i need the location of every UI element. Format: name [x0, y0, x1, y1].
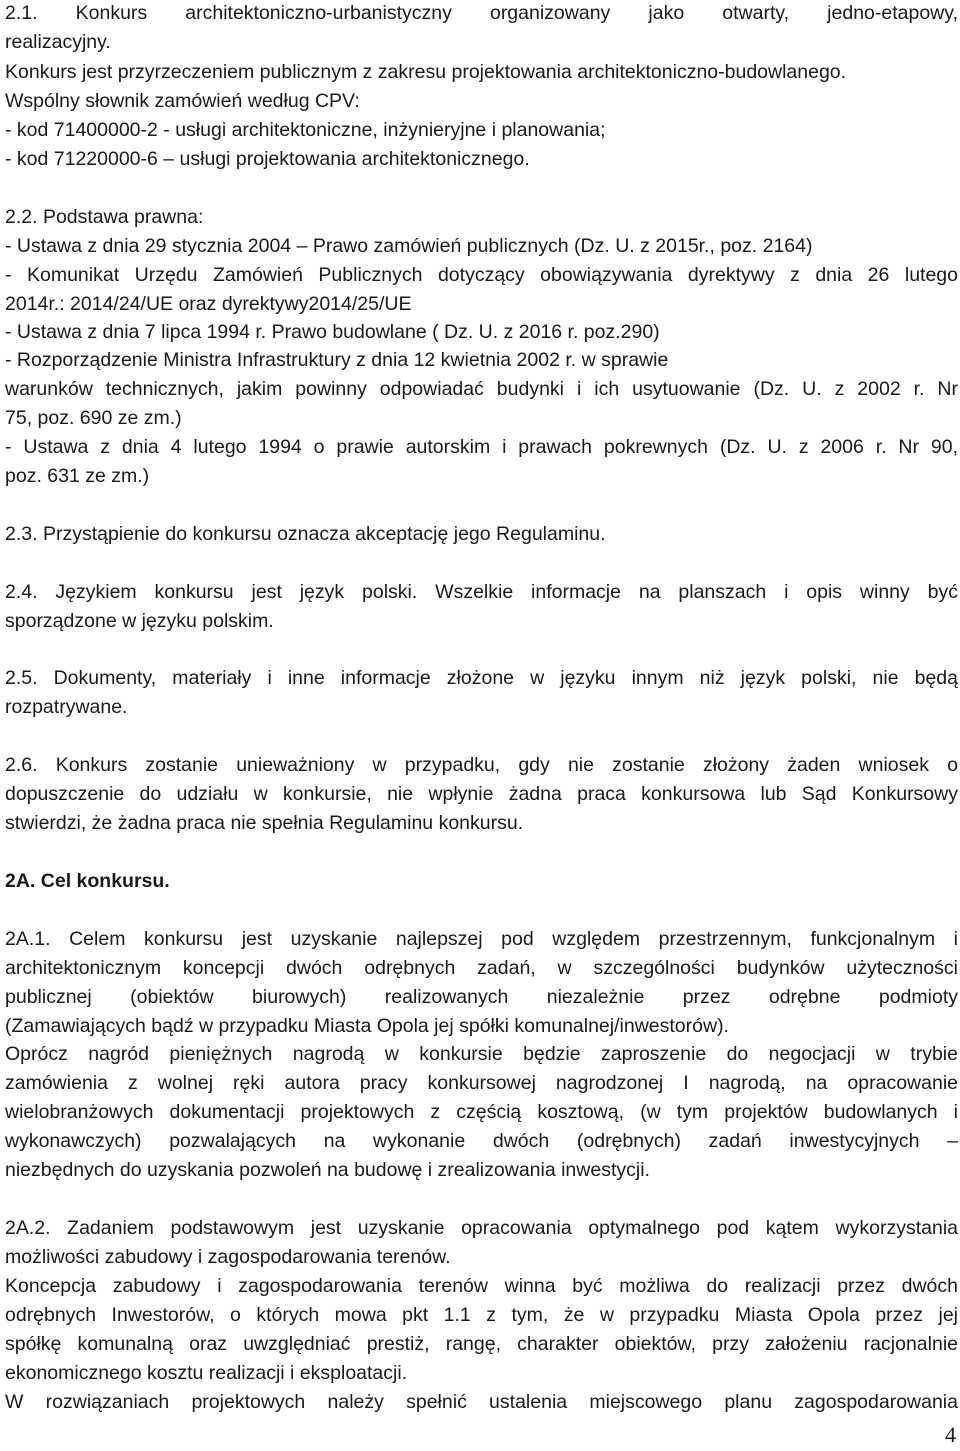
text-line: Koncepcja zabudowy i zagospodarowania terenów winna być możliwa do realizacji przez dwóch	[5, 1275, 958, 1297]
text-line: 2.4. Językiem konkursu jest język polski. Wszelkie informacje na planszach i opis winny być	[5, 581, 958, 603]
text-line: (Zamawiających bądź w przypadku Miasta Opola jej spółki komunalnej/inwestorów).	[5, 1015, 729, 1037]
text-line: W rozwiązaniach projektowych należy spełnić ustalenia miejscowego planu zagospodarowania	[5, 1391, 958, 1413]
text-line: - Komunikat Urzędu Zamówień Publicznych dotyczący obowiązywania dyrektywy z dnia 26 lutego	[5, 264, 958, 286]
text-line: Konkurs jest przyrzeczeniem publicznym z zakresu projektowania architektoniczno-budowlanego.	[5, 61, 847, 83]
text-line: 2.5. Dokumenty, materiały i inne informacje złożone w języku innym niż język polski, nie będą	[5, 667, 958, 689]
section-heading: 2.2. Podstawa prawna:	[5, 206, 204, 228]
text-line: architektonicznym koncepcji dwóch odrębnych zadań, w szczególności budynków użyteczności	[5, 957, 958, 979]
section-heading: 2A. Cel konkursu.	[5, 870, 170, 892]
text-line: niezbędnych do uzyskania pozwoleń na budowę i zrealizowania inwestycji.	[5, 1159, 650, 1181]
text-line: - kod 71220000-6 – usługi projektowania architektonicznego.	[5, 148, 530, 170]
text-line: 75, poz. 690 ze zm.)	[5, 407, 182, 429]
text-line: - Ustawa z dnia 7 lipca 1994 r. Prawo budowlane ( Dz. U. z 2016 r. poz.290)	[5, 321, 660, 343]
text-line: Wspólny słownik zamówień według CPV:	[5, 90, 360, 112]
text-line: wykonawczych) pozwalających na wykonanie dwóch (odrębnych) zadań inwestycyjnych –	[5, 1130, 958, 1152]
text-line: - Ustawa z dnia 4 lutego 1994 o prawie autorskim i prawach pokrewnych (Dz. U. z 2006 r. Nr 90,	[5, 436, 958, 458]
text-line: realizacyjny.	[5, 31, 111, 53]
text-line: stwierdzi, że żadna praca nie spełnia Regulaminu konkursu.	[5, 812, 524, 834]
text-line: rozpatrywane.	[5, 696, 128, 718]
text-line: sporządzone w języku polskim.	[5, 610, 274, 632]
text-line: odrębnych Inwestorów, o których mowa pkt 1.1 z tym, że w przypadku Miasta Opola przez jej	[5, 1304, 958, 1326]
text-line: warunków technicznych, jakim powinny odpowiadać budynki i ich usytuowanie (Dz. U. z 2002 r. Nr	[5, 378, 958, 400]
text-line: 2A.1. Celem konkursu jest uzyskanie najlepszej pod względem przestrzennym, funkcjonalnym i	[5, 928, 958, 950]
text-line: - Rozporządzenie Ministra Infrastruktury z dnia 12 kwietnia 2002 r. w sprawie	[5, 349, 669, 371]
page-number: 4	[945, 1422, 956, 1447]
text-line: - Ustawa z dnia 29 stycznia 2004 – Prawo zamówień publicznych (Dz. U. z 2015r., poz. 2164)	[5, 235, 813, 257]
text-line: 2.6. Konkurs zostanie unieważniony w przypadku, gdy nie zostanie złożony żaden wniosek o	[5, 754, 958, 776]
text-line: - kod 71400000-2 - usługi architektoniczne, inżynieryjne i planowania;	[5, 119, 606, 141]
text-line: poz. 631 ze zm.)	[5, 465, 150, 487]
text-line: 2.1. Konkurs architektoniczno-urbanistyczny organizowany jako otwarty, jedno-etapowy,	[5, 2, 958, 24]
text-line: dopuszczenie do udziału w konkursie, nie wpłynie żadna praca konkursowa lub Sąd Konkursowy	[5, 783, 958, 805]
text-line: Oprócz nagród pieniężnych nagrodą w konkursie będzie zaproszenie do negocjacji w trybie	[5, 1043, 958, 1065]
text-line: ekonomicznego kosztu realizacji i eksploatacji.	[5, 1362, 408, 1384]
text-line: publicznej (obiektów biurowych) realizowanych niezależnie przez odrębne podmioty	[5, 986, 958, 1008]
text-line: zamówienia z wolnej ręki autora pracy konkursowej nagrodzonej I nagrodą, na opracowanie	[5, 1072, 958, 1094]
text-line: 2.3. Przystąpienie do konkursu oznacza akceptację jego Regulaminu.	[5, 523, 606, 545]
text-line: spółkę komunalną oraz uwzględniać prestiż, rangę, charakter obiektów, przy założeniu racjonalnie	[5, 1333, 958, 1355]
text-line: 2014r.: 2014/24/UE oraz dyrektywy2014/25/UE	[5, 293, 412, 315]
text-line: 2A.2. Zadaniem podstawowym jest uzyskanie opracowania optymalnego pod kątem wykorzystania	[5, 1217, 958, 1239]
text-line: wielobranżowych dokumentacji projektowych z częścią kosztową, (w tym projektów budowlanych i	[5, 1101, 958, 1123]
text-line: możliwości zabudowy i zagospodarowania terenów.	[5, 1246, 451, 1268]
